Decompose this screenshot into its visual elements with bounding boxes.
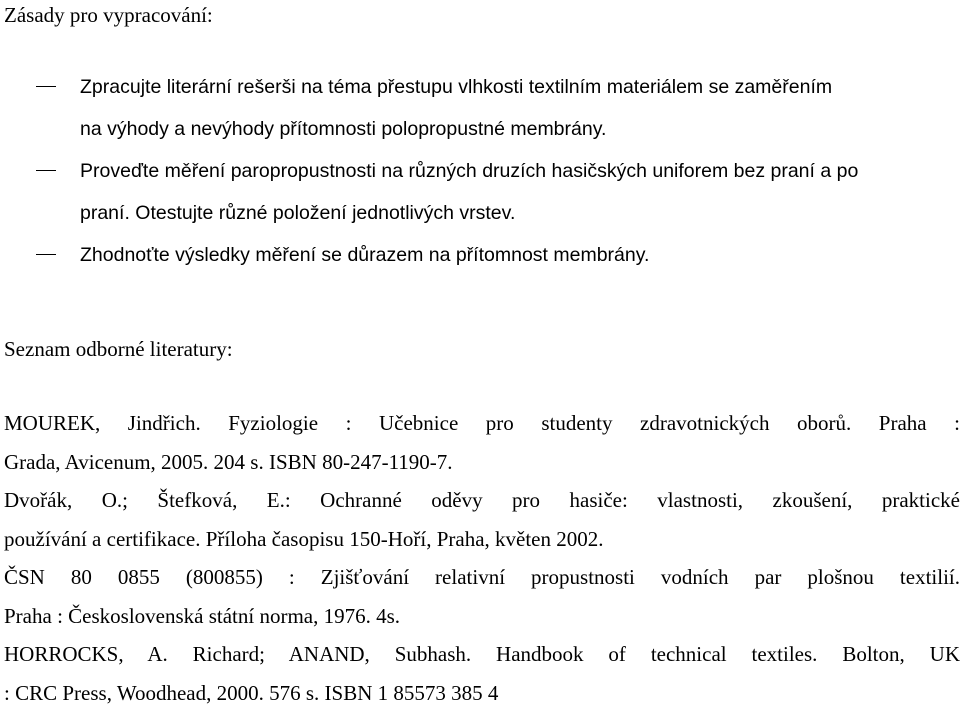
guideline-item bbox=[0, 234, 958, 276]
reference-item bbox=[4, 481, 960, 558]
reference-item bbox=[4, 558, 960, 635]
guideline-item bbox=[0, 150, 958, 234]
reference-item bbox=[4, 635, 960, 712]
guidelines-heading: Zásady pro vypracování: bbox=[4, 3, 213, 27]
reference-line: Praha : Československá státní norma, 1976. 4s. bbox=[4, 603, 401, 628]
reference-line: Grada, Avicenum, 2005. 204 s. ISBN 80-247-1190-7. bbox=[4, 449, 453, 474]
reference-item bbox=[4, 404, 960, 481]
literature-heading: Seznam odborné literatury: bbox=[4, 337, 233, 361]
dash-bullet-icon bbox=[36, 254, 56, 255]
guideline-line: Zpracujte literární rešerši na téma přestupu vlhkosti textilním materiálem se zaměřením bbox=[80, 76, 833, 98]
guidelines-list bbox=[0, 66, 960, 276]
reference-line: používání a certifikace. Příloha časopisu 150-Hoří, Praha, květen 2002. bbox=[4, 526, 604, 551]
reference-line: : CRC Press, Woodhead, 2000. 576 s. ISBN 1 85573 385 4 bbox=[4, 680, 499, 705]
reference-line: Dvořák, O.; Štefková, E.: Ochranné oděvy pro hasiče: vlastnosti, zkoušení, praktické bbox=[4, 488, 960, 512]
guideline-line: Zhodnoťte výsledky měření se důrazem na přítomnost membrány. bbox=[80, 244, 650, 266]
reference-line: MOUREK, Jindřich. Fyziologie : Učebnice pro studenty zdravotnických oborů. Praha : bbox=[4, 411, 960, 435]
reference-line: HORROCKS, A. Richard; ANAND, Subhash. Handbook of technical textiles. Bolton, UK bbox=[4, 642, 960, 666]
guideline-line: Proveďte měření paropropustnosti na různých druzích hasičských uniforem bez praní a po bbox=[80, 160, 859, 182]
reference-line: ČSN 80 0855 (800855) : Zjišťování relativní propustnosti vodních par plošnou textilií. bbox=[4, 565, 960, 589]
references-list bbox=[4, 404, 960, 712]
guideline-line: praní. Otestujte různé položení jednotlivých vrstev. bbox=[80, 202, 516, 224]
guideline-line: na výhody a nevýhody přítomnosti polopropustné membrány. bbox=[80, 118, 607, 140]
dash-bullet-icon bbox=[36, 170, 56, 171]
dash-bullet-icon bbox=[36, 86, 56, 87]
guideline-item bbox=[0, 66, 958, 150]
